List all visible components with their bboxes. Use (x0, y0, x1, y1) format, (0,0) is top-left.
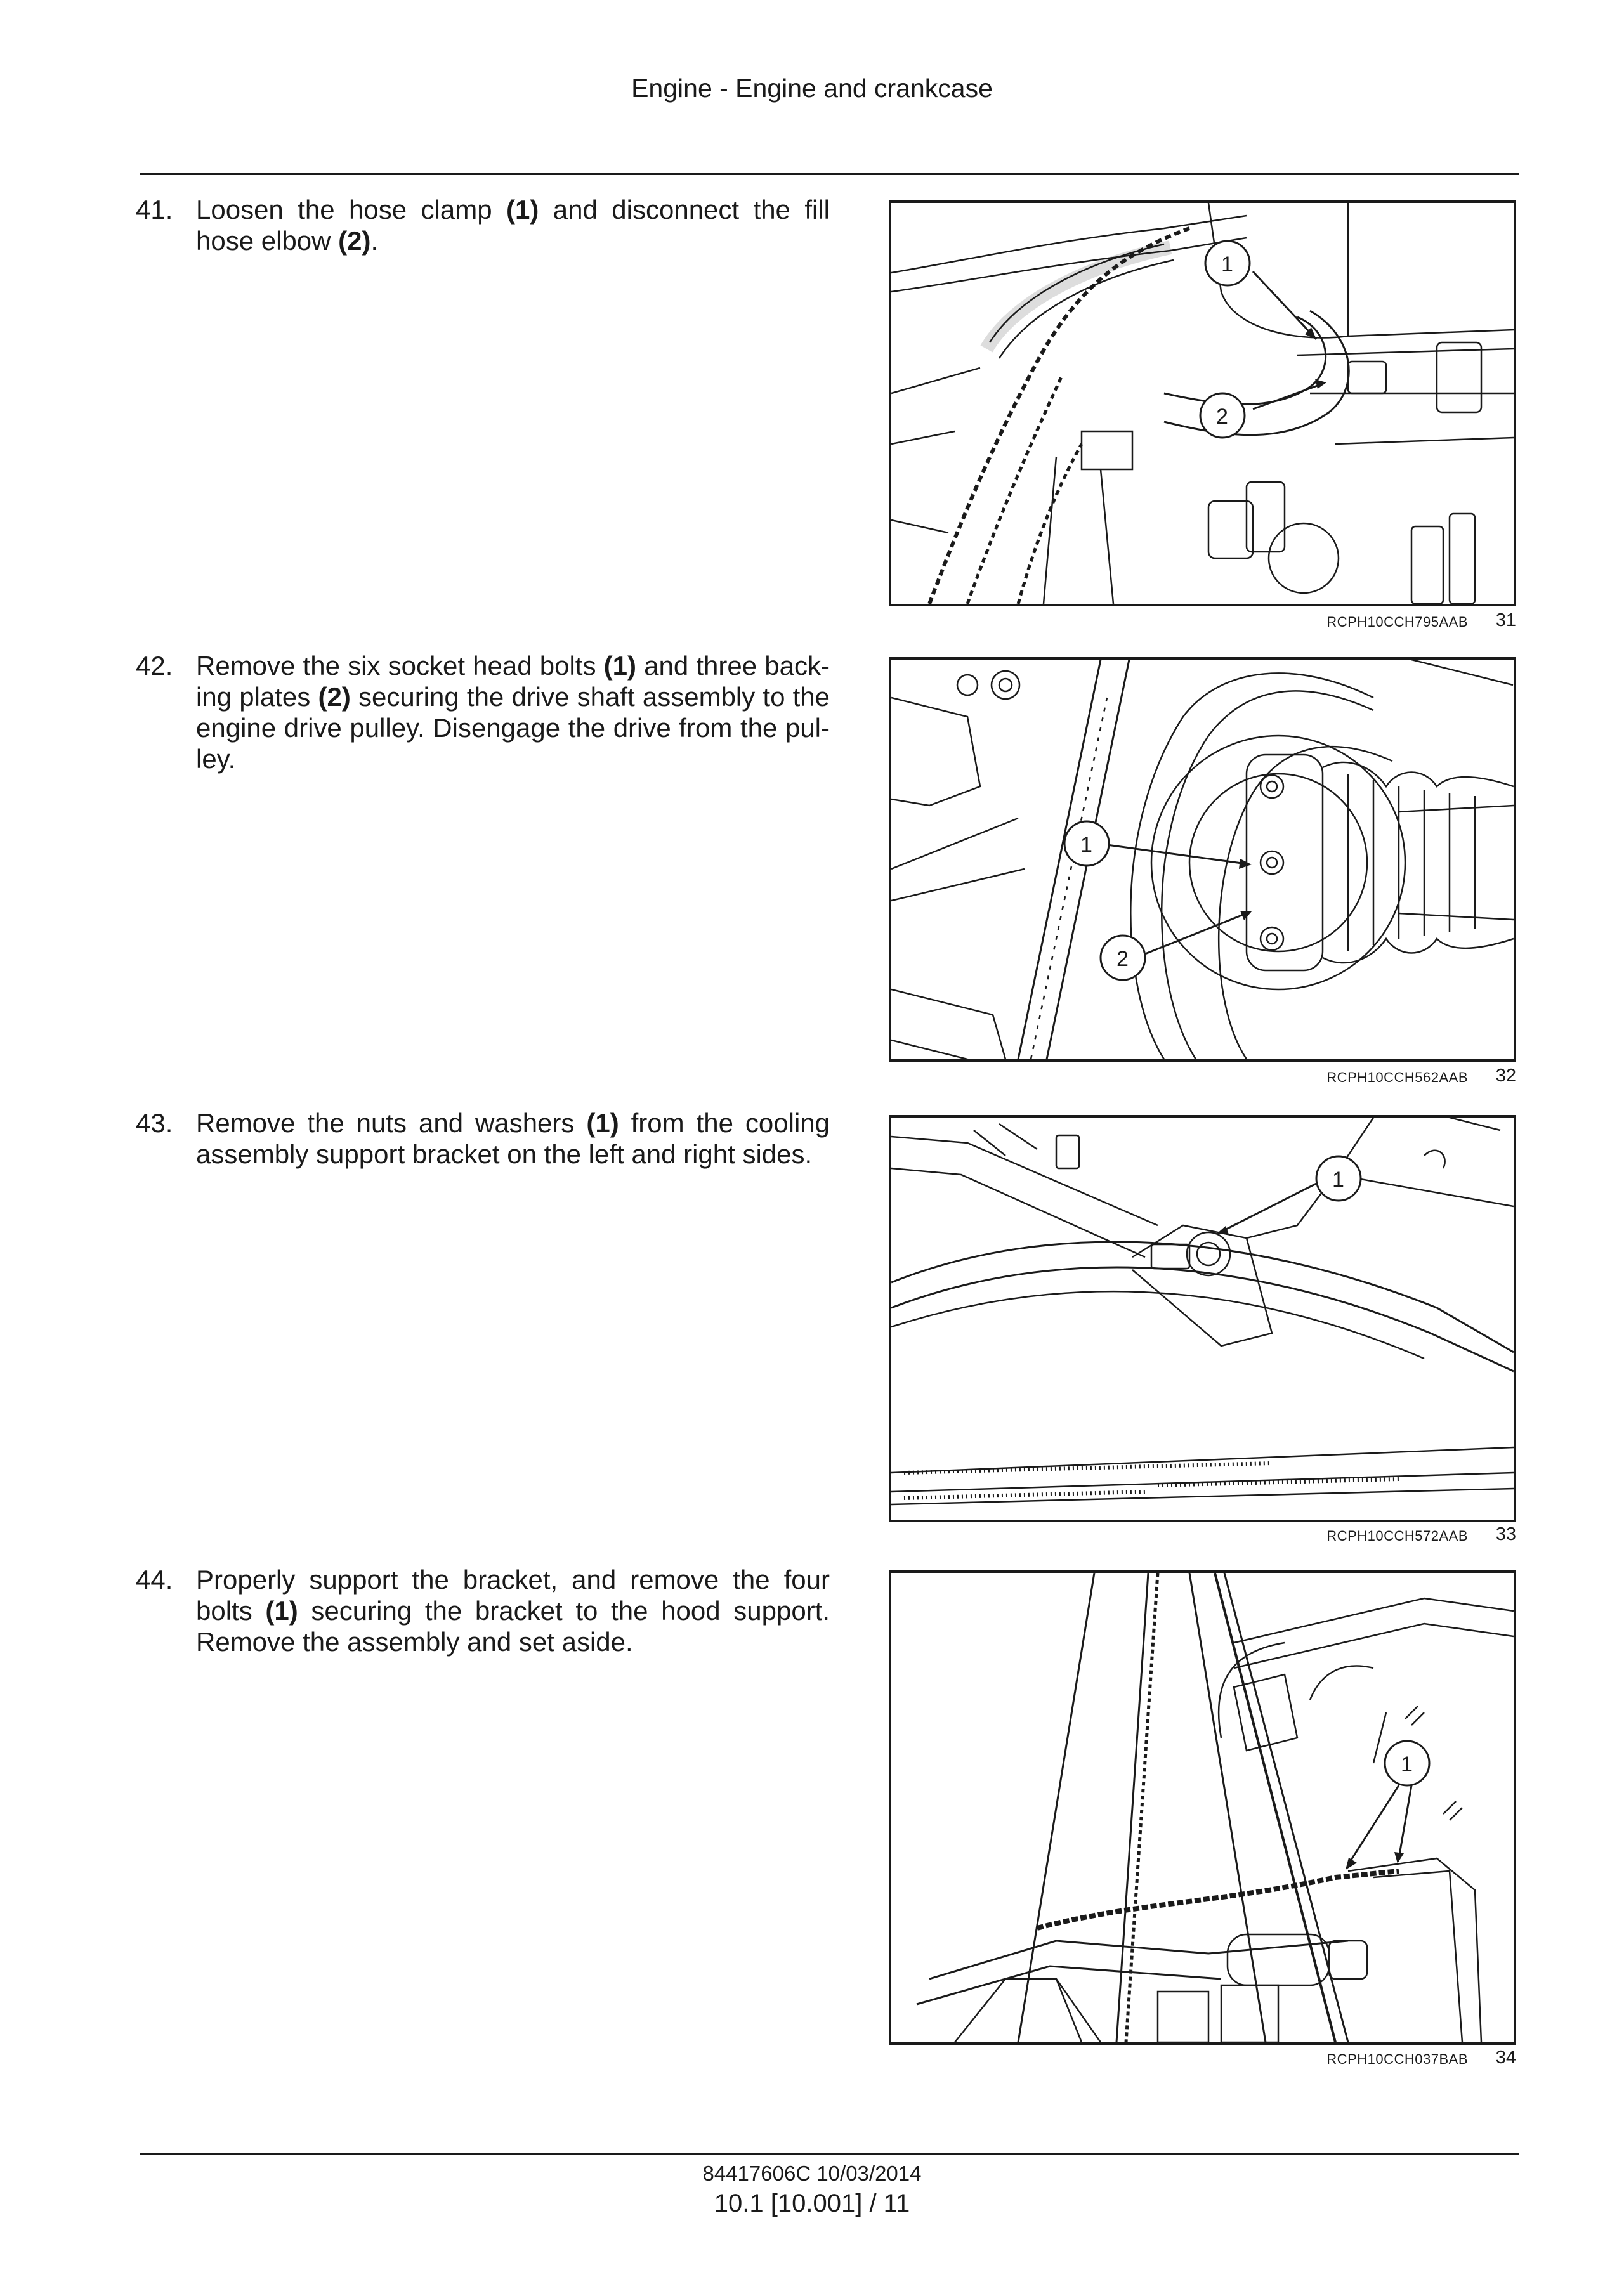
figure-code: RCPH10CCH562AAB (1326, 1069, 1468, 1085)
svg-text:1: 1 (1221, 252, 1233, 277)
figure-34-caption (889, 2047, 1516, 2073)
page-header-title: Engine - Engine and crankcase (631, 74, 993, 103)
figure-32-illustration (889, 657, 1516, 1062)
svg-text:1: 1 (1401, 1752, 1413, 1777)
callout-2 (1200, 393, 1245, 438)
step-text: Properly support the bracket, and remove the four bolts (1) securing the bracket to the hood support. Remove the assembly and set aside. (196, 1565, 830, 1657)
svg-text:2: 2 (1216, 405, 1228, 429)
footer-document-code: 84417606C 10/03/2014 (702, 2162, 922, 2185)
step-number: 43. (136, 1108, 173, 1138)
figure-33-caption (889, 1524, 1516, 1549)
figure-code: RCPH10CCH795AAB (1326, 614, 1468, 630)
figure-code: RCPH10CCH037BAB (1326, 2051, 1468, 2067)
step-41 (136, 194, 830, 256)
figure-number: 32 (1495, 1066, 1516, 1086)
step-text: Loosen the hose clamp (1) and disconnect the fill hose elbow (2). (196, 195, 830, 256)
figure-31-caption (889, 610, 1516, 636)
step-text: Remove the nuts and washers (1) from the cooling assembly support bracket on the left and right sides. (196, 1108, 830, 1169)
svg-text:1: 1 (1080, 833, 1092, 857)
figure-code: RCPH10CCH572AAB (1326, 1528, 1468, 1544)
figure-33-illustration (889, 1115, 1516, 1522)
svg-text:2: 2 (1116, 947, 1129, 971)
figure-31-illustration (889, 200, 1516, 606)
figure-number: 34 (1495, 2047, 1516, 2068)
header-rule (140, 173, 1519, 175)
step-number: 44. (136, 1565, 173, 1595)
step-44 (136, 1564, 830, 1657)
step-43 (136, 1107, 830, 1170)
callout-1 (1064, 821, 1109, 866)
callout-1 (1205, 241, 1250, 285)
callout-2 (1101, 936, 1145, 980)
figure-34-illustration (889, 1570, 1516, 2045)
figure-32-caption (889, 1066, 1516, 1091)
step-42 (136, 650, 830, 774)
footer-rule (140, 2153, 1519, 2155)
svg-text:1: 1 (1332, 1168, 1344, 1192)
figure-number: 31 (1495, 610, 1516, 630)
step-number: 42. (136, 651, 173, 681)
callout-1 (1316, 1156, 1361, 1201)
figure-number: 33 (1495, 1524, 1516, 1544)
step-text: Remove the six socket head bolts (1) and three backing plates (2) securing the drive shaft assembly to the engine drive pulley. Disengage the drive from the pulley. (196, 651, 830, 774)
callout-1 (1385, 1741, 1429, 1785)
step-number: 41. (136, 195, 173, 225)
footer-page-number: 10.1 [10.001] / 11 (714, 2189, 910, 2217)
